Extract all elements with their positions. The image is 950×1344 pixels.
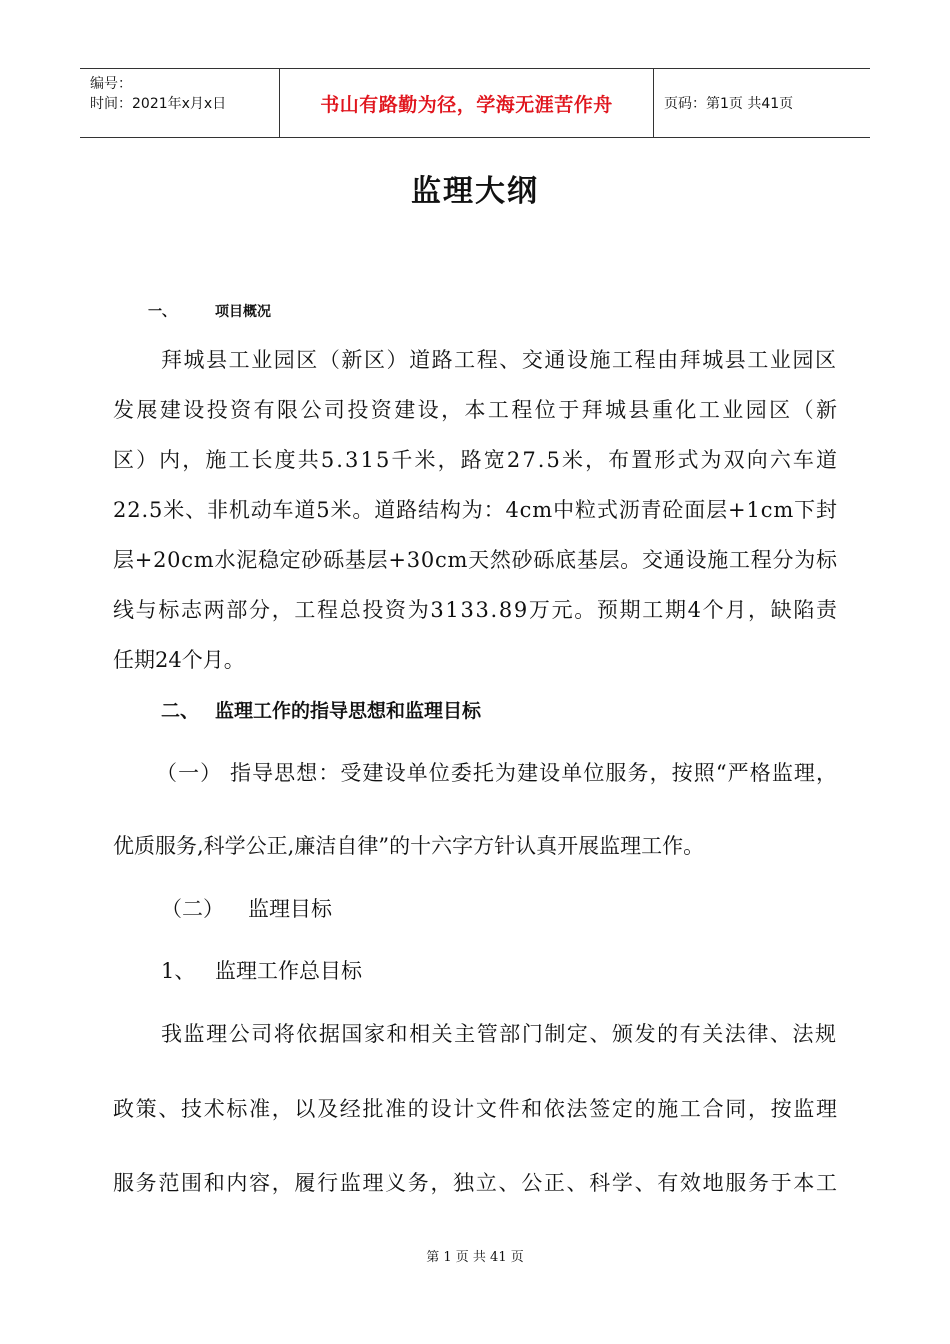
- guide-line: （一） 指导思想：受建设单位委托为建设单位服务，按照“严格监理，: [156, 761, 839, 785]
- paragraph-line: 服务范围和内容，履行监理义务，独立、公正、科学、有效地服务于本工: [113, 1171, 839, 1195]
- document-title: 监理大纲: [411, 174, 539, 209]
- serial-number-label: 编号：: [90, 76, 132, 92]
- paragraph-line: 拜城县工业园区（新区）道路工程、交通设施工程由拜城县工业园区: [161, 348, 838, 372]
- motto-text: 书山有路勤为径，学海无涯苦作舟: [320, 93, 613, 116]
- item-number: 1、: [161, 959, 196, 983]
- page-number-label: 页码：第1页 共41页: [664, 96, 794, 112]
- section2-number: 二、: [161, 700, 200, 722]
- paragraph-line: 任期24个月。: [113, 648, 245, 672]
- subsection-number: （二）: [161, 897, 224, 921]
- paragraph-line: 我监理公司将依据国家和相关主管部门制定、颁发的有关法律、法规: [161, 1022, 838, 1046]
- guide-line: 优质服务,科学公正,廉洁自律”的十六字方针认真开展监理工作。: [113, 834, 705, 858]
- subsection-heading: 监理目标: [248, 897, 332, 921]
- section1-number: 一、: [148, 304, 176, 320]
- header-motto-cell: [280, 69, 654, 137]
- date-label: 时间：2021年x月x日: [90, 96, 227, 112]
- section2-heading: 监理工作的指导思想和监理目标: [215, 700, 482, 722]
- paragraph-line: 层+20cm水泥稳定砂砾基层+30cm天然砂砾底基层。交通设施工程分为标: [113, 548, 838, 572]
- paragraph-line: 政策、技术标准，以及经批准的设计文件和依法签定的施工合同，按监理: [113, 1097, 839, 1121]
- paragraph-line: 线与标志两部分，工程总投资为3133.89万元。预期工期4个月，缺陷责: [113, 598, 839, 622]
- header-left-cell: [80, 69, 280, 137]
- header-page-cell: [654, 69, 870, 137]
- paragraph-line: 22.5米、非机动车道5米。道路结构为：4cm中粒式沥青砼面层+1cm下封: [113, 498, 838, 522]
- header-table: [80, 68, 870, 138]
- paragraph-line: 区）内，施工长度共5.315千米，路宽27.5米，布置形式为双向六车道: [113, 448, 840, 472]
- item-heading: 监理工作总目标: [215, 959, 362, 983]
- paragraph-line: 发展建设投资有限公司投资建设，本工程位于拜城县重化工业园区（新: [113, 398, 840, 422]
- section1-heading: 项目概况: [215, 304, 271, 320]
- page-footer: 第 1 页 共 41 页: [426, 1250, 524, 1265]
